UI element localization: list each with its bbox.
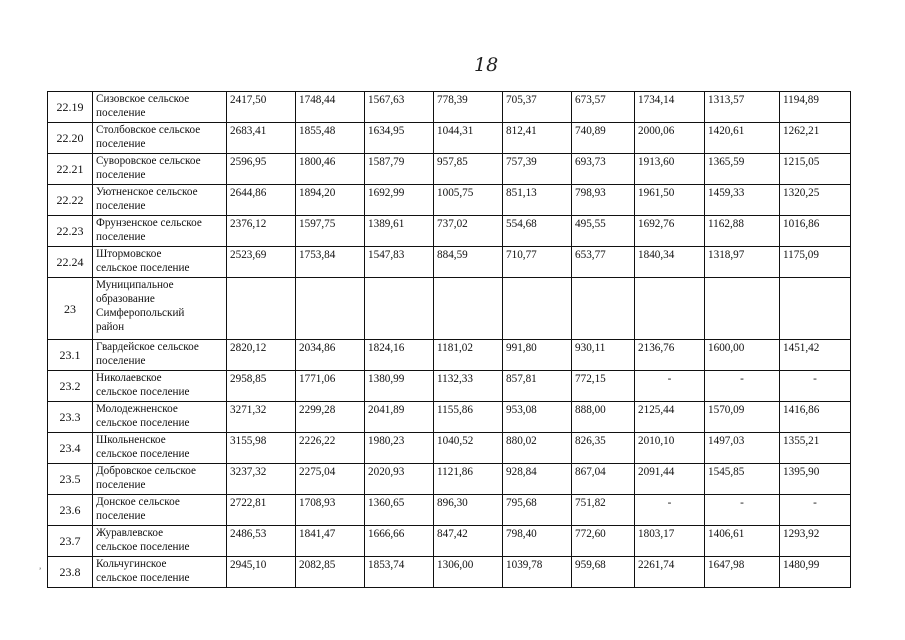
settlement-name-line: Симферопольский: [96, 307, 185, 319]
settlement-name-cell: [93, 154, 227, 185]
page-number: 18: [474, 54, 499, 76]
value-cell: -: [635, 495, 705, 526]
settlement-name-line: сельское поселение: [96, 386, 190, 398]
value-cell: [635, 278, 705, 340]
value-cell: 857,81: [503, 371, 572, 402]
value-cell: 953,08: [503, 402, 572, 433]
value-cell: 1855,48: [296, 123, 365, 154]
value-cell: -: [635, 371, 705, 402]
value-cell: 1313,57: [705, 92, 780, 123]
settlement-name-line: поселение: [96, 169, 146, 181]
settlement-name-cell: [93, 402, 227, 433]
value-cell: 1647,98: [705, 557, 780, 588]
value-cell: 884,59: [434, 247, 503, 278]
scan-mark: ʼ: [38, 566, 41, 576]
value-cell: 1318,97: [705, 247, 780, 278]
table-row: [48, 154, 851, 185]
value-cell: 2136,76: [635, 340, 705, 371]
value-cell: 2010,10: [635, 433, 705, 464]
value-cell: 928,84: [503, 464, 572, 495]
value-cell: 1320,25: [780, 185, 851, 216]
settlement-name-line: поселение: [96, 138, 146, 150]
row-number: 22.23: [48, 216, 93, 247]
settlement-name-line: Штормовское: [96, 248, 162, 260]
value-cell: 851,13: [503, 185, 572, 216]
value-cell: 1597,75: [296, 216, 365, 247]
value-cell: 2486,53: [227, 526, 296, 557]
value-cell: 1016,86: [780, 216, 851, 247]
table-row: [48, 278, 851, 340]
value-cell: 1420,61: [705, 123, 780, 154]
table-row: [48, 402, 851, 433]
value-cell: 1803,17: [635, 526, 705, 557]
row-number: 22.21: [48, 154, 93, 185]
table-body: [48, 92, 851, 588]
value-cell: 2034,86: [296, 340, 365, 371]
value-cell: 2125,44: [635, 402, 705, 433]
value-cell: 1853,74: [365, 557, 434, 588]
value-cell: 2261,74: [635, 557, 705, 588]
value-cell: 1040,52: [434, 433, 503, 464]
value-cell: 1365,59: [705, 154, 780, 185]
settlement-name-cell: [93, 247, 227, 278]
value-cell: 737,02: [434, 216, 503, 247]
value-cell: 1005,75: [434, 185, 503, 216]
value-cell: 554,68: [503, 216, 572, 247]
value-cell: 3237,32: [227, 464, 296, 495]
value-cell: 1894,20: [296, 185, 365, 216]
table-row: [48, 495, 851, 526]
settlement-name-cell: [93, 216, 227, 247]
value-cell: 1175,09: [780, 247, 851, 278]
value-cell: 1416,86: [780, 402, 851, 433]
row-number: 23.3: [48, 402, 93, 433]
value-cell: [705, 278, 780, 340]
value-cell: 1293,92: [780, 526, 851, 557]
value-cell: 826,35: [572, 433, 635, 464]
value-cell: 2000,06: [635, 123, 705, 154]
table-row: [48, 185, 851, 216]
settlement-name-line: сельское поселение: [96, 417, 190, 429]
value-cell: 812,41: [503, 123, 572, 154]
settlement-name-line: сельское поселение: [96, 262, 190, 274]
value-cell: 2082,85: [296, 557, 365, 588]
value-cell: 1162,88: [705, 216, 780, 247]
value-cell: 1497,03: [705, 433, 780, 464]
settlement-name-cell: [93, 526, 227, 557]
settlement-name-line: Донское сельское: [96, 496, 180, 508]
value-cell: 2644,86: [227, 185, 296, 216]
value-cell: 1748,44: [296, 92, 365, 123]
value-cell: 2820,12: [227, 340, 296, 371]
value-cell: 1355,21: [780, 433, 851, 464]
value-cell: 653,77: [572, 247, 635, 278]
settlement-name-line: Столбовское сельское: [96, 124, 201, 136]
value-cell: 2523,69: [227, 247, 296, 278]
settlement-name-cell: [93, 92, 227, 123]
value-cell: 1824,16: [365, 340, 434, 371]
settlement-name-line: образование: [96, 293, 155, 305]
value-cell: 1406,61: [705, 526, 780, 557]
value-cell: 957,85: [434, 154, 503, 185]
value-cell: 2226,22: [296, 433, 365, 464]
settlement-name-line: поселение: [96, 510, 146, 522]
row-number: 23.8: [48, 557, 93, 588]
settlement-name-line: Кольчугинское: [96, 558, 167, 570]
row-number: 23.5: [48, 464, 93, 495]
value-cell: 991,80: [503, 340, 572, 371]
value-cell: 1800,46: [296, 154, 365, 185]
settlement-name-line: Добровское сельское: [96, 465, 196, 477]
settlement-name-cell: [93, 495, 227, 526]
value-cell: 1039,78: [503, 557, 572, 588]
value-cell: 495,55: [572, 216, 635, 247]
settlement-name-cell: [93, 340, 227, 371]
value-cell: 2945,10: [227, 557, 296, 588]
settlement-name-line: Журавлевское: [96, 527, 164, 539]
value-cell: 1451,42: [780, 340, 851, 371]
settlement-name-cell: [93, 371, 227, 402]
value-cell: 1262,21: [780, 123, 851, 154]
settlement-name-line: поселение: [96, 200, 146, 212]
value-cell: 3155,98: [227, 433, 296, 464]
settlement-name-cell: [93, 557, 227, 588]
value-cell: 740,89: [572, 123, 635, 154]
row-number: 22.20: [48, 123, 93, 154]
settlement-name-line: сельское поселение: [96, 541, 190, 553]
value-cell: 2041,89: [365, 402, 434, 433]
value-cell: [434, 278, 503, 340]
value-cell: 2376,12: [227, 216, 296, 247]
value-cell: 1570,09: [705, 402, 780, 433]
settlement-name-cell: [93, 123, 227, 154]
value-cell: [227, 278, 296, 340]
value-cell: 2020,93: [365, 464, 434, 495]
settlement-name-cell: [93, 185, 227, 216]
value-cell: [572, 278, 635, 340]
value-cell: 1771,06: [296, 371, 365, 402]
value-cell: [365, 278, 434, 340]
value-cell: 1395,90: [780, 464, 851, 495]
table-row: [48, 216, 851, 247]
value-cell: [780, 278, 851, 340]
value-cell: 2275,04: [296, 464, 365, 495]
settlement-name-line: Школьненское: [96, 434, 166, 446]
value-cell: 1121,86: [434, 464, 503, 495]
value-cell: 1980,23: [365, 433, 434, 464]
row-number: 23.1: [48, 340, 93, 371]
table-row: [48, 557, 851, 588]
settlement-name-line: Гвардейское сельское: [96, 341, 199, 353]
value-cell: -: [780, 371, 851, 402]
settlement-values-table: [47, 91, 851, 588]
settlement-name-line: поселение: [96, 231, 146, 243]
settlement-name-line: сельское поселение: [96, 572, 190, 584]
value-cell: 1547,83: [365, 247, 434, 278]
table-row: [48, 526, 851, 557]
value-cell: 751,82: [572, 495, 635, 526]
value-cell: 705,37: [503, 92, 572, 123]
value-cell: 1734,14: [635, 92, 705, 123]
value-cell: 1587,79: [365, 154, 434, 185]
value-cell: 757,39: [503, 154, 572, 185]
value-cell: [296, 278, 365, 340]
value-cell: 3271,32: [227, 402, 296, 433]
value-cell: 2683,41: [227, 123, 296, 154]
settlement-name-line: Муниципальное: [96, 279, 174, 291]
value-cell: 1044,31: [434, 123, 503, 154]
row-number: 23.7: [48, 526, 93, 557]
settlement-name-line: Молодежненское: [96, 403, 178, 415]
settlement-name-line: район: [96, 321, 125, 333]
value-cell: 1459,33: [705, 185, 780, 216]
value-cell: 1215,05: [780, 154, 851, 185]
value-cell: 959,68: [572, 557, 635, 588]
settlement-name-line: Сизовское сельское: [96, 93, 190, 105]
row-number: 22.24: [48, 247, 93, 278]
value-cell: 1692,76: [635, 216, 705, 247]
settlement-name-line: Николаевское: [96, 372, 162, 384]
value-cell: 1389,61: [365, 216, 434, 247]
value-cell: 2417,50: [227, 92, 296, 123]
value-cell: 710,77: [503, 247, 572, 278]
value-cell: 1634,95: [365, 123, 434, 154]
value-cell: 673,57: [572, 92, 635, 123]
value-cell: 798,93: [572, 185, 635, 216]
settlement-name-cell: [93, 464, 227, 495]
value-cell: 1545,85: [705, 464, 780, 495]
value-cell: 778,39: [434, 92, 503, 123]
value-cell: 1155,86: [434, 402, 503, 433]
table-row: [48, 371, 851, 402]
row-number: 23.4: [48, 433, 93, 464]
value-cell: 693,73: [572, 154, 635, 185]
settlement-name-line: сельское поселение: [96, 448, 190, 460]
value-cell: 1753,84: [296, 247, 365, 278]
settlement-name-line: поселение: [96, 479, 146, 491]
value-cell: [503, 278, 572, 340]
value-cell: 1480,99: [780, 557, 851, 588]
value-cell: 1567,63: [365, 92, 434, 123]
value-cell: 867,04: [572, 464, 635, 495]
value-cell: 930,11: [572, 340, 635, 371]
value-cell: 888,00: [572, 402, 635, 433]
settlement-name-line: Фрунзенское сельское: [96, 217, 202, 229]
value-cell: 798,40: [503, 526, 572, 557]
value-cell: 1961,50: [635, 185, 705, 216]
value-cell: 2722,81: [227, 495, 296, 526]
value-cell: 1913,60: [635, 154, 705, 185]
value-cell: 1181,02: [434, 340, 503, 371]
value-cell: 1600,00: [705, 340, 780, 371]
value-cell: 795,68: [503, 495, 572, 526]
value-cell: 2299,28: [296, 402, 365, 433]
value-cell: 847,42: [434, 526, 503, 557]
row-number: 23.2: [48, 371, 93, 402]
value-cell: 1692,99: [365, 185, 434, 216]
table-row: [48, 433, 851, 464]
row-number: 23: [48, 278, 93, 340]
value-cell: -: [705, 495, 780, 526]
value-cell: -: [705, 371, 780, 402]
value-cell: 1380,99: [365, 371, 434, 402]
value-cell: -: [780, 495, 851, 526]
value-cell: 1306,00: [434, 557, 503, 588]
table-row: [48, 92, 851, 123]
row-number: 22.22: [48, 185, 93, 216]
value-cell: 1840,34: [635, 247, 705, 278]
value-cell: 1841,47: [296, 526, 365, 557]
row-number: 22.19: [48, 92, 93, 123]
settlement-name-line: Суворовское сельское: [96, 155, 201, 167]
settlement-name-cell: [93, 433, 227, 464]
value-cell: 1708,93: [296, 495, 365, 526]
table-row: [48, 123, 851, 154]
value-cell: 1360,65: [365, 495, 434, 526]
settlement-name-line: поселение: [96, 107, 146, 119]
value-cell: 2091,44: [635, 464, 705, 495]
value-cell: 772,60: [572, 526, 635, 557]
table-row: [48, 340, 851, 371]
value-cell: 772,15: [572, 371, 635, 402]
value-cell: 1666,66: [365, 526, 434, 557]
table-row: [48, 464, 851, 495]
value-cell: 1132,33: [434, 371, 503, 402]
value-cell: 1194,89: [780, 92, 851, 123]
value-cell: 896,30: [434, 495, 503, 526]
table-row: [48, 247, 851, 278]
value-cell: 880,02: [503, 433, 572, 464]
value-cell: 2958,85: [227, 371, 296, 402]
value-cell: 2596,95: [227, 154, 296, 185]
row-number: 23.6: [48, 495, 93, 526]
settlement-name-line: Уютненское сельское: [96, 186, 198, 198]
settlement-name-line: поселение: [96, 355, 146, 367]
settlement-name-cell: [93, 278, 227, 340]
